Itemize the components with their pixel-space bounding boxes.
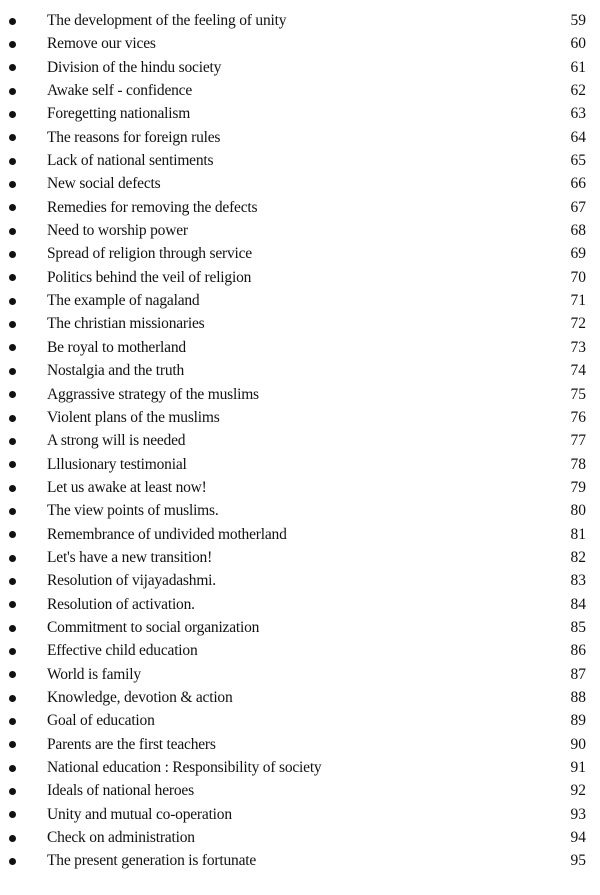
toc-entry-page-number: 94 (570, 829, 586, 847)
toc-entry-page-number: 95 (570, 852, 586, 870)
toc-entry-title: Let's have a new transition! (47, 548, 213, 566)
toc-entry-title: Remedies for removing the defects (47, 198, 258, 216)
toc-entry-title: The present generation is fortunate (47, 852, 257, 870)
bullet-icon (9, 718, 16, 725)
toc-entry-page-number: 62 (570, 82, 586, 100)
toc-entry (0, 32, 600, 55)
toc-entry-title: The development of the feeling of unity (47, 12, 287, 29)
toc-entry (0, 639, 600, 662)
toc-entry (0, 686, 600, 709)
toc-entry (0, 499, 600, 522)
bullet-icon (9, 298, 16, 305)
bullet-icon (9, 788, 16, 795)
toc-entry (0, 453, 600, 476)
toc-entry-page-number: 64 (570, 128, 586, 146)
bullet-icon (9, 391, 16, 398)
bullet-icon (9, 134, 16, 141)
toc-entry-title: Awake self - confidence (47, 82, 193, 100)
toc-entry (0, 289, 600, 312)
toc-entry-title: Remove our vices (47, 35, 156, 53)
toc-entry (0, 616, 600, 639)
toc-entry-page-number: 73 (570, 338, 586, 356)
bullet-icon (9, 274, 16, 281)
toc-entry-title: The reasons for foreign rules (47, 128, 221, 146)
toc-entry (0, 523, 600, 546)
bullet-icon (9, 811, 16, 818)
toc-entry (0, 569, 600, 592)
toc-entry-page-number: 93 (570, 805, 586, 823)
toc-entry-title: Unity and mutual co-operation (47, 805, 232, 823)
toc-entry-title: Spread of religion through service (47, 245, 252, 263)
toc-entry-page-number: 83 (570, 572, 586, 590)
toc-entry (0, 383, 600, 406)
toc-entry (0, 126, 600, 149)
toc-entry-title: Remembrance of undivided motherland (47, 525, 287, 543)
bullet-icon (9, 485, 16, 492)
toc-entry (0, 149, 600, 172)
toc-entry-title: Violent plans of the muslims (47, 408, 220, 426)
toc-entry-title: Effective child education (47, 642, 198, 660)
toc-entry (0, 219, 600, 242)
toc-entry-title: The example of nagaland (47, 292, 200, 310)
bullet-icon (9, 344, 16, 351)
bullet-icon (9, 204, 16, 211)
toc-entry-title: A strong will is needed (47, 432, 186, 450)
bullet-icon (9, 671, 16, 678)
bullet-icon (9, 438, 16, 445)
toc-entry (0, 849, 600, 872)
toc-entry-page-number: 75 (570, 385, 586, 403)
toc-entry-title: Nostalgia and the truth (47, 362, 185, 380)
toc-entry-title: Ideals of national heroes (47, 782, 194, 800)
toc-entry (0, 56, 600, 79)
toc-entry-title: Commitment to social organization (47, 618, 260, 636)
toc-entry (0, 803, 600, 826)
toc-entry-page-number: 86 (570, 642, 586, 660)
toc-entry-page-number: 79 (570, 478, 586, 496)
toc-entry-title: Division of the hindu society (47, 58, 222, 76)
toc-entry-title: National education : Responsibility of society (47, 759, 322, 776)
toc-entry-page-number: 92 (570, 782, 586, 800)
toc-entry (0, 663, 600, 686)
bullet-icon (9, 578, 16, 585)
toc-entry (0, 593, 600, 616)
toc-entry-page-number: 59 (570, 12, 586, 29)
toc-entry-title: Check on administration (47, 829, 195, 847)
toc-entry-page-number: 84 (570, 595, 586, 613)
toc-entry-title: Let us awake at least now! (47, 478, 207, 496)
bullet-icon (9, 858, 16, 865)
bullet-icon (9, 835, 16, 842)
bullet-icon (9, 41, 16, 48)
toc-entry-title: Resolution of activation. (47, 595, 195, 613)
toc-entry-page-number: 61 (570, 58, 586, 76)
toc-entry-page-number: 87 (570, 665, 586, 683)
toc-entry-title: Lllusionary testimonial (47, 455, 187, 473)
toc-entry-page-number: 69 (570, 245, 586, 263)
toc-entry-page-number: 74 (570, 362, 586, 380)
toc-entry-page-number: 63 (570, 105, 586, 123)
toc-entry (0, 79, 600, 102)
toc-entry (0, 102, 600, 125)
toc-entry-title: Parents are the first teachers (47, 735, 216, 753)
toc-entry-title: Be royal to motherland (47, 338, 186, 356)
toc-entry-page-number: 90 (570, 735, 586, 753)
toc-entry (0, 826, 600, 849)
toc-entry-page-number: 67 (570, 198, 586, 216)
table-of-contents (0, 9, 600, 873)
toc-entry (0, 312, 600, 335)
bullet-icon (9, 531, 16, 538)
bullet-icon (9, 181, 16, 188)
toc-entry-page-number: 66 (570, 175, 586, 193)
bullet-icon (9, 158, 16, 165)
toc-entry-title: Resolution of vijayadashmi. (47, 572, 216, 590)
toc-entry (0, 476, 600, 499)
toc-entry-title: Need to worship power (47, 222, 188, 240)
toc-entry-title: Knowledge, devotion & action (47, 688, 233, 706)
toc-entry-page-number: 81 (570, 525, 586, 543)
toc-entry-title: Aggrassive strategy of the muslims (47, 385, 259, 403)
toc-entry-page-number: 70 (570, 268, 586, 286)
bullet-icon (9, 111, 16, 118)
bullet-icon (9, 251, 16, 258)
toc-entry-page-number: 77 (570, 432, 586, 450)
toc-entry-page-number: 68 (570, 222, 586, 240)
toc-entry (0, 756, 600, 779)
toc-entry-page-number: 60 (570, 35, 586, 53)
toc-entry-title: New social defects (47, 175, 161, 193)
toc-entry-page-number: 76 (570, 408, 586, 426)
toc-entry-page-number: 82 (570, 548, 586, 566)
toc-entry (0, 709, 600, 732)
toc-entry (0, 336, 600, 359)
toc-entry (0, 546, 600, 569)
toc-entry-title: The christian missionaries (47, 315, 205, 333)
toc-entry (0, 429, 600, 452)
bullet-icon (9, 695, 16, 702)
bullet-icon (9, 555, 16, 562)
toc-entry-page-number: 80 (570, 502, 586, 520)
toc-entry-page-number: 65 (570, 152, 586, 170)
toc-entry-title: Politics behind the veil of religion (47, 268, 252, 286)
toc-entry (0, 266, 600, 289)
toc-entry-page-number: 91 (570, 759, 586, 776)
toc-entry (0, 733, 600, 756)
toc-entry-page-number: 85 (570, 618, 586, 636)
toc-entry-page-number: 71 (570, 292, 586, 310)
toc-entry-page-number: 89 (570, 712, 586, 730)
toc-entry (0, 172, 600, 195)
toc-entry-page-number: 78 (570, 455, 586, 473)
bullet-icon (9, 625, 16, 632)
bullet-icon (9, 88, 16, 95)
bullet-icon (9, 415, 16, 422)
toc-entry (0, 779, 600, 802)
toc-entry (0, 359, 600, 382)
bullet-icon (9, 18, 16, 25)
bullet-icon (9, 601, 16, 608)
toc-entry (0, 196, 600, 219)
toc-entry-page-number: 72 (570, 315, 586, 333)
toc-entry (0, 9, 600, 32)
toc-entry-title: Foregetting nationalism (47, 105, 191, 123)
toc-entry-title: Goal of education (47, 712, 155, 730)
bullet-icon (9, 508, 16, 515)
toc-entry (0, 406, 600, 429)
toc-entry-title: The view points of muslims. (47, 502, 219, 520)
toc-entry (0, 242, 600, 265)
bullet-icon (9, 461, 16, 468)
toc-entry-title: World is family (47, 665, 141, 683)
toc-entry-page-number: 88 (570, 688, 586, 706)
bullet-icon (9, 228, 16, 235)
bullet-icon (9, 368, 16, 375)
bullet-icon (9, 741, 16, 748)
bullet-icon (9, 765, 16, 772)
toc-entry-title: Lack of national sentiments (47, 152, 214, 170)
bullet-icon (9, 648, 16, 655)
bullet-icon (9, 321, 16, 328)
bullet-icon (9, 64, 16, 71)
